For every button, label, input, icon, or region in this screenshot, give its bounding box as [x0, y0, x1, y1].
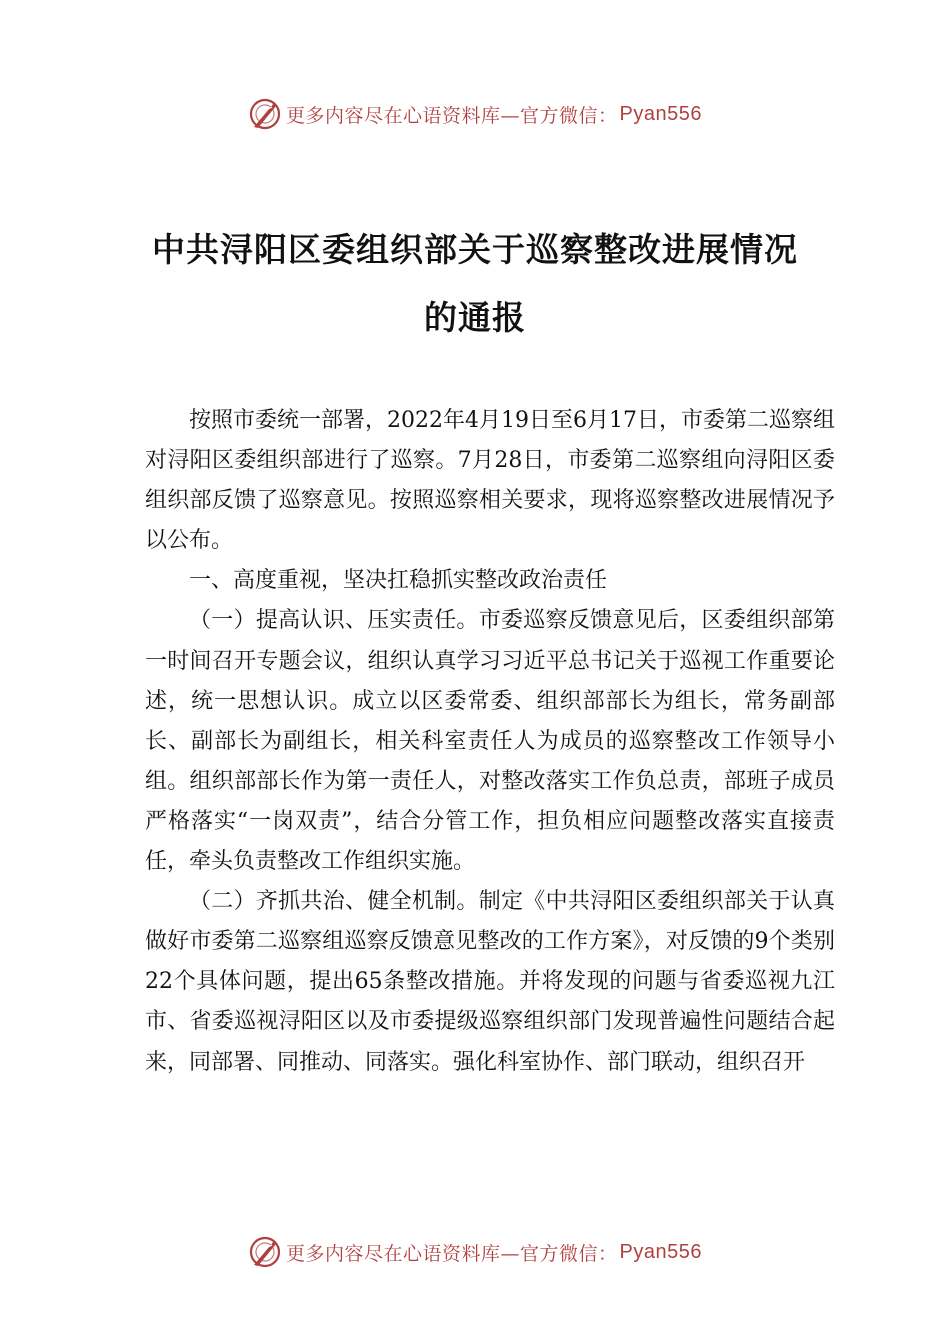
- footer-watermark: [0, 1232, 950, 1272]
- section-heading-1: 一、高度重视，坚决扛稳抓实整改政治责任: [189, 568, 608, 594]
- document-body: [145, 401, 835, 1083]
- paragraph-item-2: （二）齐抓共治、健全机制。制定《中共浔阳区委组织部关于认真做好市委第二巡察组巡察反馈意见整改的工作方案》，对反馈的9个类别22个具体问题，提出65条整改措施。并将发现的问题与省委巡视九江市、省委巡视浔阳区以及市委提级巡察组织部门发现普遍性问题结合起来，同部署、同推动、同落实。强化科室协作、部门联动，组织召开: [145, 889, 835, 1075]
- watermark-wechat-id: Pyan556: [619, 102, 702, 125]
- watermark-text: 更多内容尽在心语资料库—官方微信：: [286, 1242, 618, 1265]
- watermark-text: 更多内容尽在心语资料库—官方微信：: [286, 104, 618, 127]
- paragraph-item-1: （一）提高认识、压实责任。市委巡察反馈意见后，区委组织部第一时间召开专题会议，组织认真学习习近平总书记关于巡视工作重要论述，统一思想认识。成立以区委常委、组织部部长为组长，常务副部长、副部长为副组长，相关科室责任人为成员的巡察整改工作领导小组。组织部部长作为第一责任人，对整改落实工作负总责，部班子成员严格落实“一岗双责”，结合分管工作，担负相应问题整改落实直接责任，牵头负责整改工作组织实施。: [145, 608, 835, 875]
- document-title: 中共浔阳区委组织部关于巡察整改进展情况的通报: [152, 230, 798, 337]
- quill-seal-icon: [248, 1235, 282, 1269]
- paragraph-intro: 按照市委统一部署，2022年4月19日至6月17日，市委第二巡察组对浔阳区委组织部进行了巡察。7月28日，市委第二巡察组向浔阳区委组织部反馈了巡察意见。按照巡察相关要求，现将巡察整改进展情况予以公布。: [145, 408, 835, 554]
- watermark-wechat-id: Pyan556: [619, 1240, 702, 1263]
- header-watermark: [0, 94, 950, 134]
- quill-seal-icon: [248, 97, 282, 131]
